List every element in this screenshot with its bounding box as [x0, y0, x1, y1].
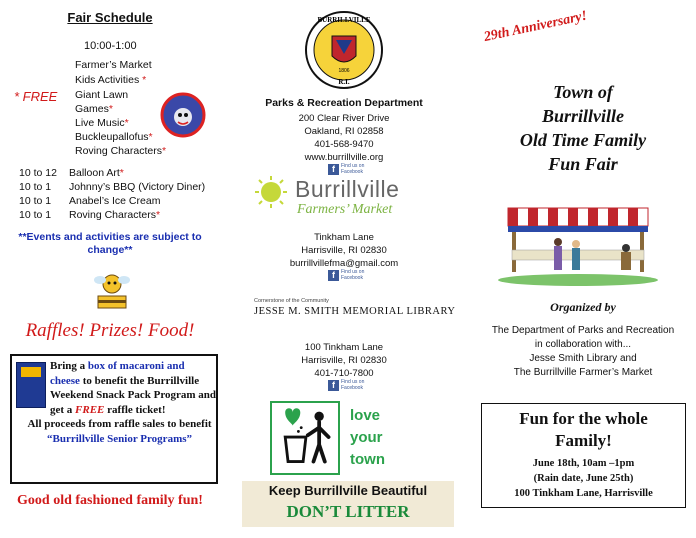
love-your-town: love your town	[350, 407, 385, 468]
free-item: Farmer’s Market	[75, 59, 152, 71]
library-name: JESSE M. SMITH MEMORIAL LIBRARY	[254, 306, 456, 317]
farmers-market-subtitle: Farmers’ Market	[297, 202, 393, 217]
fair-schedule-title: Fair Schedule	[67, 10, 153, 25]
seal-bottom-text: R.I.	[338, 78, 350, 86]
free-item: Buckleupallofus*	[75, 131, 153, 143]
rain-date: (Rain date, June 25th)	[533, 473, 634, 484]
parks-rec-title: Parks & Recreation Department	[265, 97, 423, 109]
organizers-list: The Department of Parks and Recreation in collaboration with... Jesse Smith Library and The Burrillville Farmer’s Market	[491, 325, 675, 378]
fair-main-title: Town of Burrillville Old Time Family Fun Fair	[519, 82, 647, 174]
parks-address: 200 Clear River Drive	[298, 113, 390, 124]
organized-by-label: Organized by	[550, 300, 616, 314]
free-label: * FREE	[14, 89, 58, 104]
library-tagline: Cornerstone of the Community	[254, 298, 329, 304]
seal-year: 1806	[338, 68, 350, 74]
event-date: June 18th, 10am –1pm	[532, 458, 635, 469]
farmers-market-name: Burrillville	[295, 176, 400, 202]
keep-beautiful-text: Keep Burrillville Beautiful	[268, 483, 428, 498]
buckle-up-badge-icon	[160, 92, 206, 138]
fun-for-family-title: Fun for the whole Family!	[519, 409, 648, 450]
farm-address: Tinkham Lane	[314, 232, 374, 243]
farm-city: Harrisville, RI 02830	[301, 245, 387, 256]
dont-litter-text: DON’T LITTER	[286, 502, 410, 521]
seal-top-text: BURRILLVILLE	[317, 16, 371, 24]
free-item: Roving Characters*	[75, 145, 167, 157]
facebook-link[interactable]: f Find us on Facebook	[328, 270, 370, 282]
library-city: Harrisville, RI 02830	[301, 355, 387, 366]
library-phone: 401-710-7800	[314, 368, 374, 379]
trash-can-litter-icon	[270, 401, 340, 475]
event-location: 100 Tinkham Lane, Harrisville	[514, 488, 653, 499]
facebook-link[interactable]: f Find us on Facebook	[328, 164, 370, 176]
free-item: Giant Lawn	[75, 89, 129, 101]
parks-website[interactable]: www.burrillville.org	[304, 152, 384, 163]
schedule-row: 10 to 12 Balloon Art*	[19, 167, 124, 179]
facebook-icon: f	[328, 380, 339, 391]
event-details	[481, 456, 686, 501]
good-old-fashioned-tagline: Good old fashioned family fun!	[17, 493, 203, 508]
fair-booth-illustration	[488, 200, 668, 288]
macaroni-drive-text: Bring a box of macaroni and cheese to benefit the Burrillville Weekend Snack Pack Program and get a FREE raffle ticket! All proceeds from raffle sales to benefit “Burrillville Senior Programs”	[27, 360, 217, 445]
free-item: Live Music*	[75, 117, 129, 129]
bee-mascot-icon	[90, 268, 134, 312]
schedule-row: 10 to 1 Johnny’s BBQ (Victory Diner)	[19, 181, 206, 193]
schedule-row: 10 to 1 Anabel’s Ice Cream	[19, 195, 161, 207]
free-item: Games*	[75, 103, 113, 115]
schedule-row: 10 to 1 Roving Characters*	[19, 209, 161, 221]
farm-email[interactable]: burrillvillefma@gmail.com	[289, 258, 399, 269]
farmers-market-sun-icon	[254, 175, 288, 209]
raffles-prizes-food: Raffles! Prizes! Food!	[25, 320, 195, 341]
free-item: Kids Activities *	[75, 74, 147, 86]
fair-time: 10:00-1:00	[84, 40, 137, 52]
parks-city: Oakland, RI 02858	[304, 126, 384, 137]
facebook-icon: f	[328, 164, 339, 175]
burrillville-seal-icon	[304, 10, 384, 90]
anniversary-label: 29th Anniversary!	[482, 8, 589, 46]
facebook-icon: f	[328, 270, 339, 281]
facebook-link[interactable]: f Find us on Facebook	[328, 380, 370, 392]
disclaimer: **Events and activities are subject to change**	[18, 231, 202, 256]
library-address: 100 Tinkham Lane	[304, 342, 384, 353]
parks-phone: 401-568-9470	[314, 139, 374, 150]
